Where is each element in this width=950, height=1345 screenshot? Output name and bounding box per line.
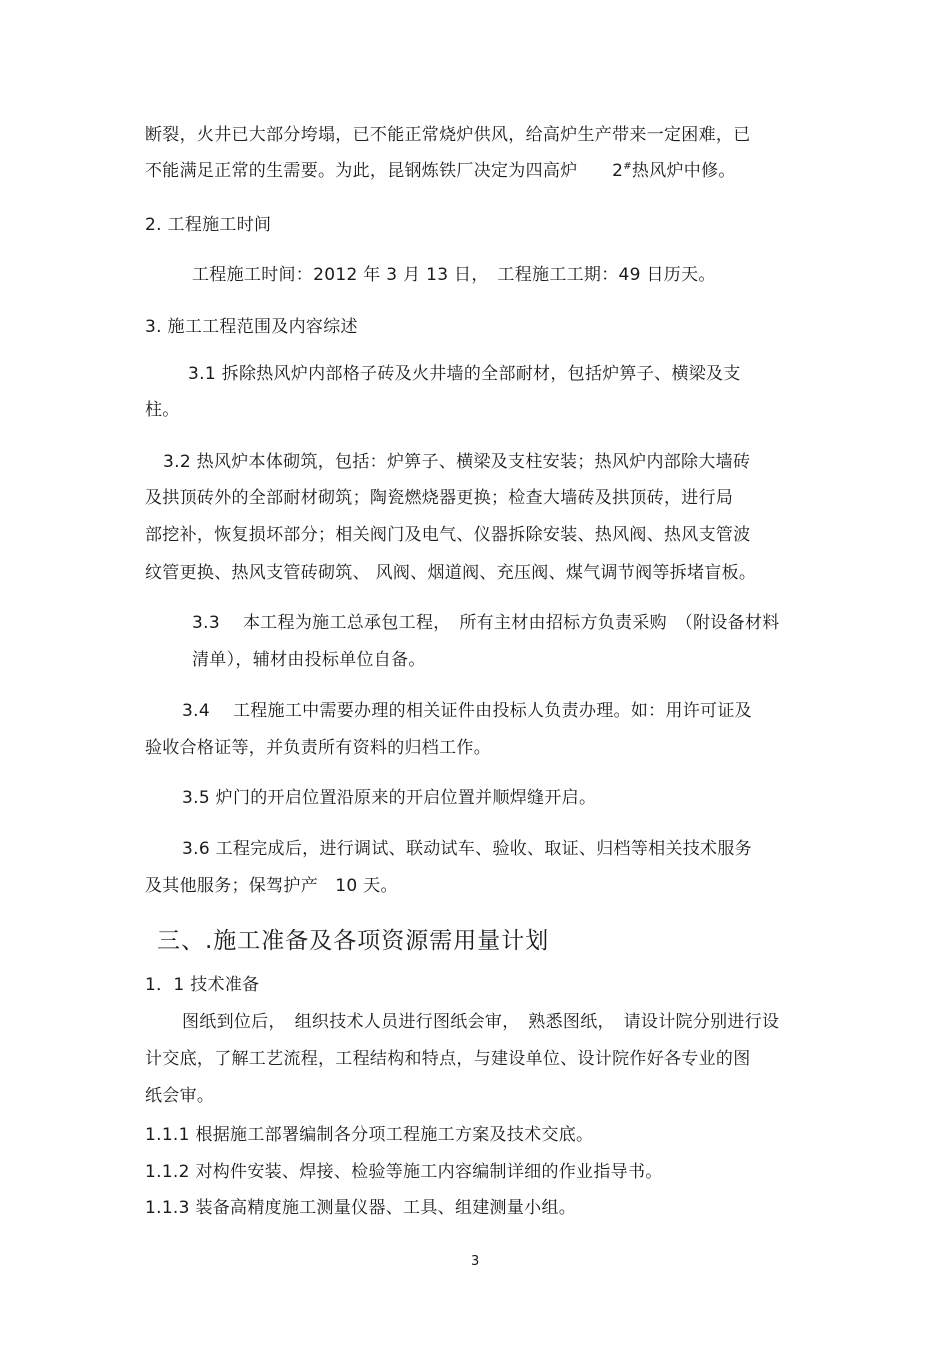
subsection-1-1-line-2: 计交底，了解工艺流程，工程结构和特点，与建设单位、设计院作好各专业的图 [145, 1049, 751, 1069]
background-text-post: 热风炉中修。 [631, 161, 736, 181]
subsection-1-1-title: 1．1 技术准备 [145, 975, 260, 995]
page-number: 3 [471, 1254, 480, 1269]
item-3-5: 3.5 炉门的开启位置沿原来的开启位置并顺焊缝开启。 [182, 788, 597, 808]
item-3-2-line-1: 3.2 热风炉本体砌筑，包括：炉箅子、横梁及支柱安装；热风炉内部除大墙砖 [163, 452, 751, 472]
item-3-4-line-1: 3.4 工程施工中需要办理的相关证件由投标人负责办理。如：用许可证及 [182, 701, 752, 721]
item-3-3-line-2: 清单），辅材由投标单位自备。 [192, 650, 426, 670]
background-text-pre: 不能满足正常的生需要。为此，昆钢炼铁厂决定为四高炉 2 [145, 161, 624, 181]
item-1-1-2: 1.1.2 对构件安装、焊接、检验等施工内容编制详细的作业指导书。 [145, 1162, 663, 1182]
background-paragraph-line-1: 断裂，火井已大部分垮塌，已不能正常烧炉供风，给高炉生产带来一定困难，已 [145, 125, 751, 145]
item-3-3-line-1: 3.3 本工程为施工总承包工程， 所有主材由招标方负责采购 （附设备材料 [192, 613, 780, 633]
item-3-2-line-2: 及拱顶砖外的全部耐材砌筑；陶瓷燃烧器更换；检查大墙砖及拱顶砖，进行局 [145, 488, 734, 508]
item-3-2-line-3: 部挖补，恢复损坏部分；相关阀门及电气、仪器拆除安装、热风阀、热风支管波 [145, 525, 751, 545]
item-3-6-line-1: 3.6 工程完成后，进行调试、联动试车、验收、取证、归档等相关技术服务 [182, 839, 752, 859]
item-3-6-line-2: 及其他服务；保驾护产 10 天。 [145, 876, 398, 896]
item-3-1-line-2: 柱。 [145, 400, 180, 420]
item-1-1-3: 1.1.3 装备高精度施工测量仪器、工具、组建测量小组。 [145, 1198, 577, 1218]
subsection-1-1-line-1: 图纸到位后， 组织技术人员进行图纸会审， 熟悉图纸， 请设计院分别进行设 [182, 1012, 780, 1032]
furnace-number-superscript: # [623, 161, 632, 172]
item-3-4-line-2: 验收合格证等，并负责所有资料的归档工作。 [145, 738, 491, 758]
background-paragraph-line-2 [145, 160, 736, 182]
section-2-title: 2. 工程施工时间 [145, 215, 272, 235]
section-2-body: 工程施工时间：2012 年 3 月 13 日， 工程施工工期：49 日历天。 [192, 265, 716, 285]
section-3-title: 3. 施工工程范围及内容综述 [145, 317, 358, 337]
item-3-2-line-4: 纹管更换、热风支管砖砌筑、 风阀、烟道阀、充压阀、煤气调节阀等拆堵盲板。 [145, 563, 757, 583]
section-three-heading: 三、.施工准备及各项资源需用量计划 [157, 928, 550, 954]
subsection-1-1-line-3: 纸会审。 [145, 1086, 215, 1106]
item-1-1-1: 1.1.1 根据施工部署编制各分项工程施工方案及技术交底。 [145, 1125, 594, 1145]
item-3-1-line-1: 3.1 拆除热风炉内部格子砖及火井墙的全部耐材，包括炉箅子、横梁及支 [188, 364, 741, 384]
